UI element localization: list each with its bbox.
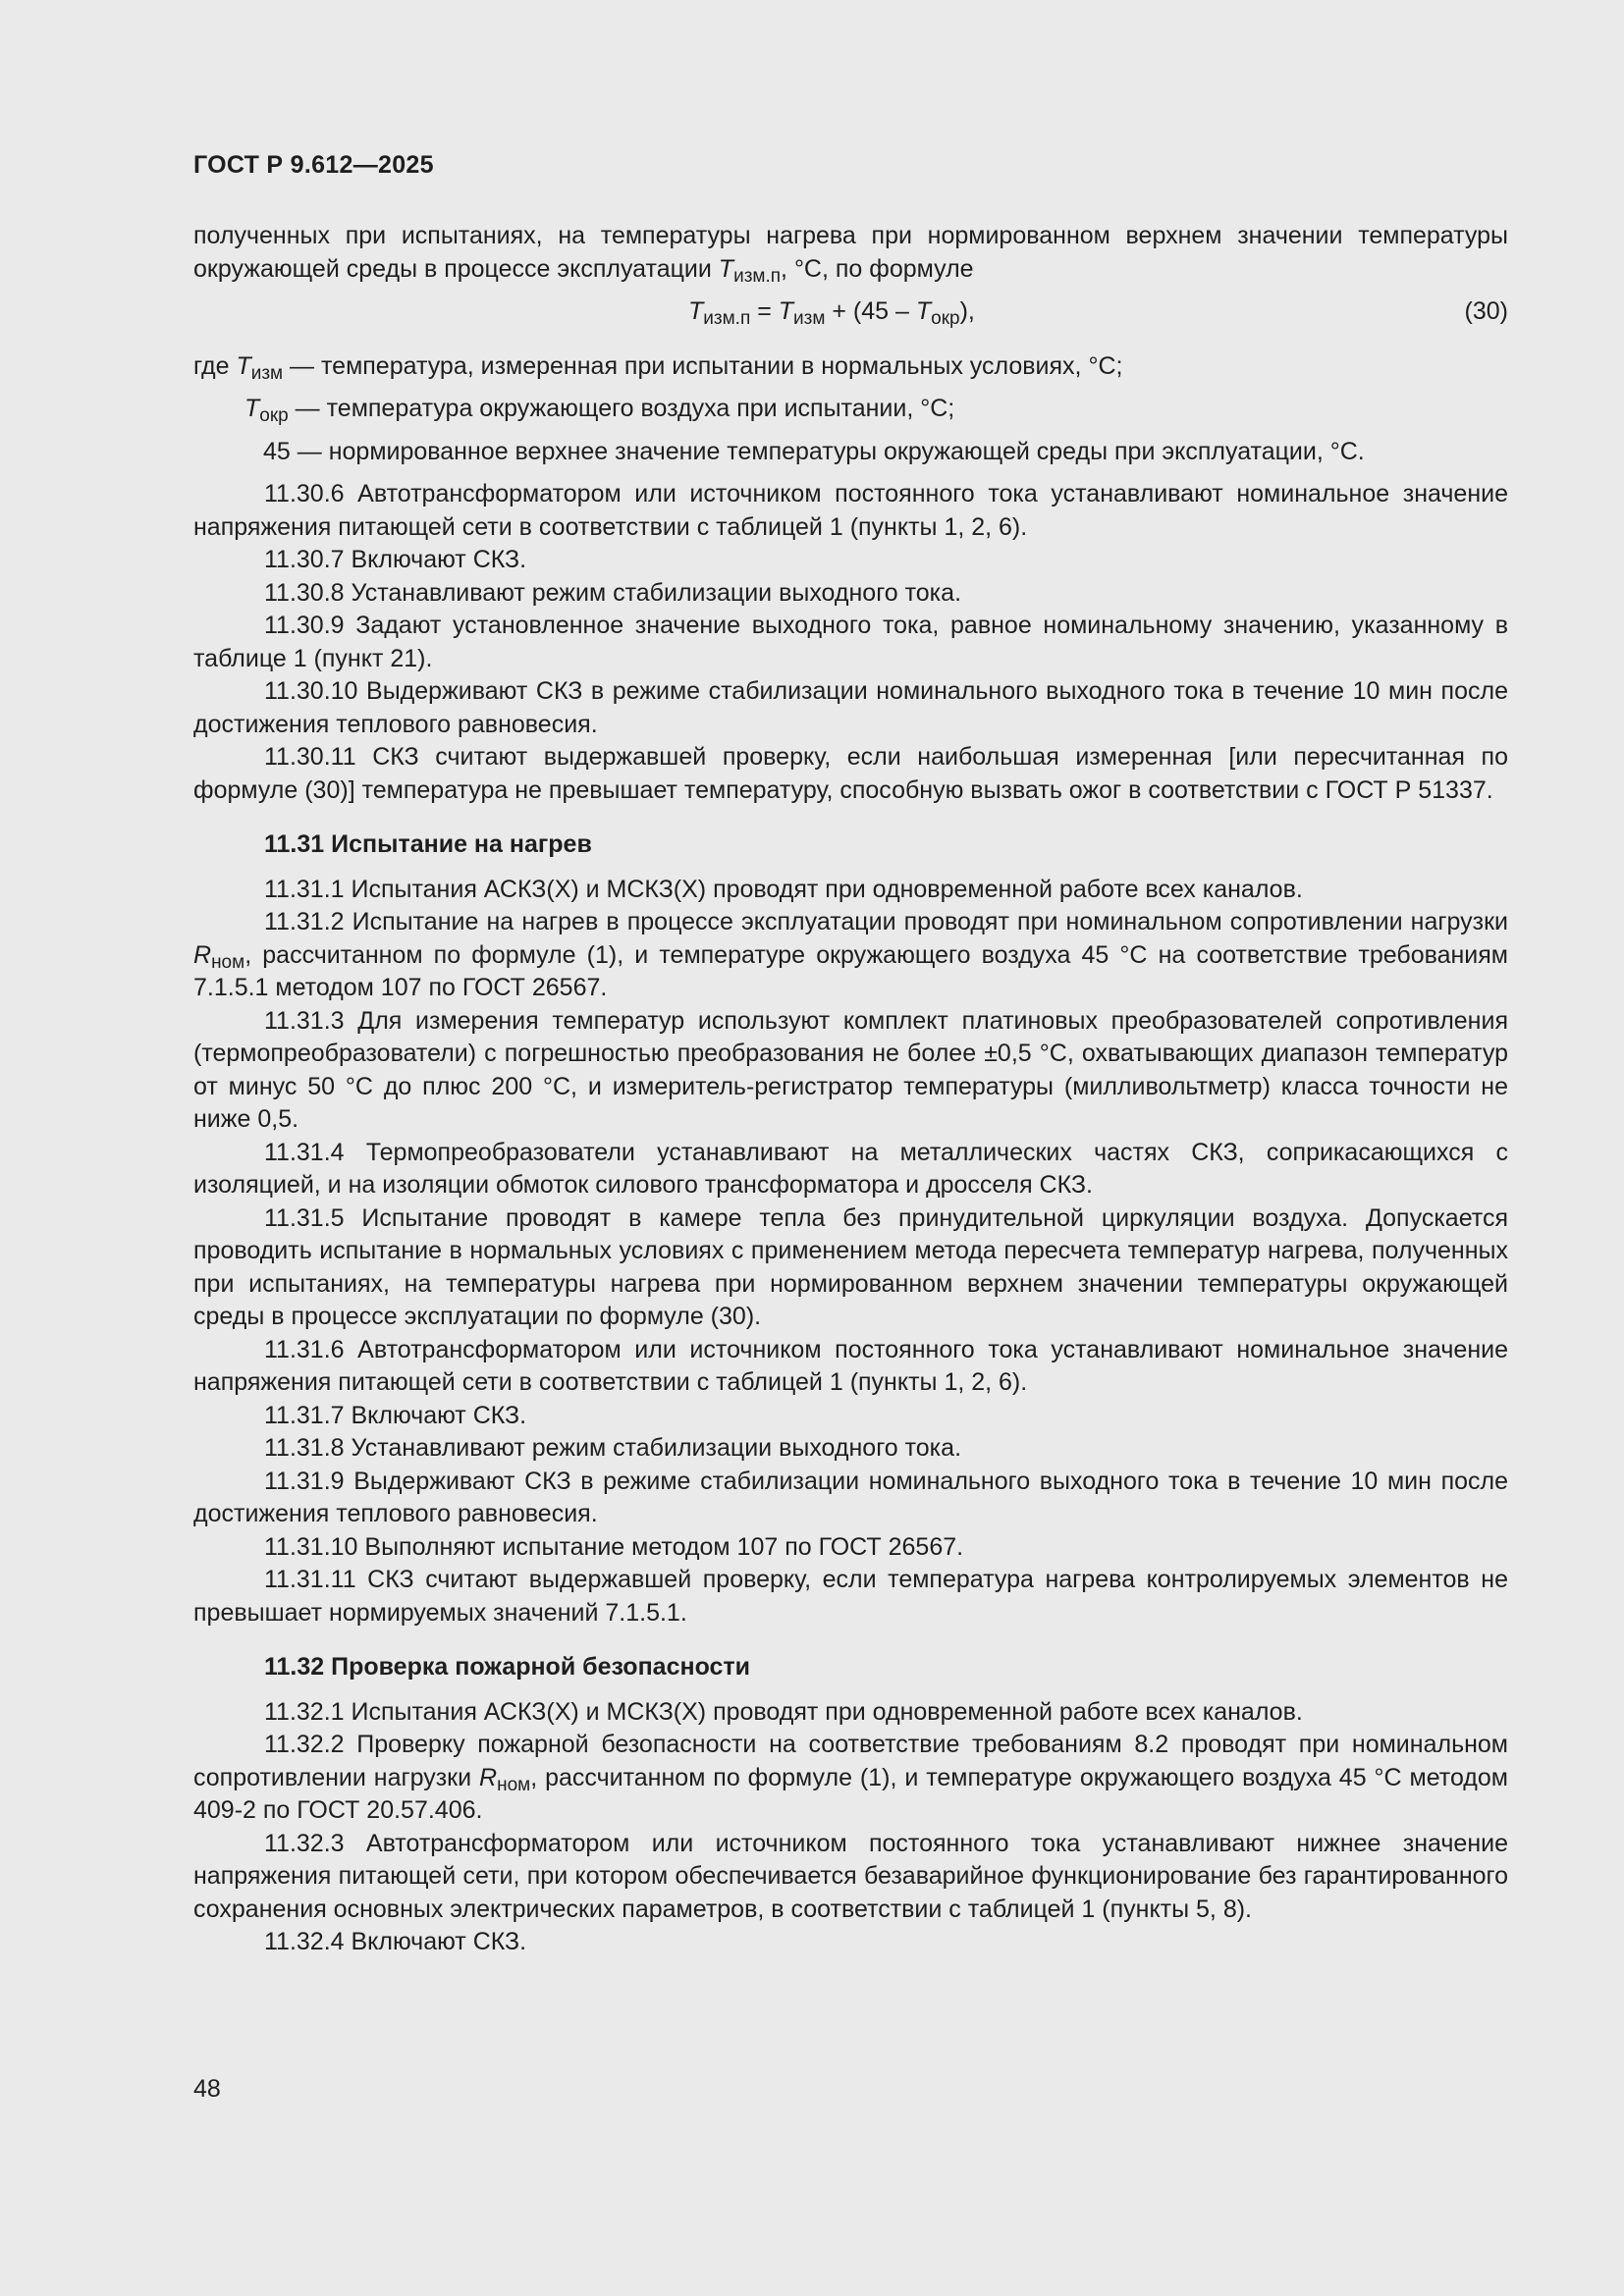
clause-11-31-2: 11.31.2 Испытание на нагрев в процессе эксплуатации проводят при номинальном сопротивлении нагрузки $R_{ном}$, рассчитанном по формуле (1), и температуре окружающего воздуха 45 °С на соответствие требованиям 7.1.5.1 методом 107 по ГОСТ 26567. [193,908,1508,1001]
clause-11-30-11: 11.30.11 СКЗ считают выдержавшей проверку, если наибольшая измеренная [или пересчитанная по формуле (30)] температура не превышает температуру, способную вызвать ожог в соответствии с ГОСТ Р 51337. [193,743,1508,804]
clause-11-32-1: 11.32.1 Испытания АСКЗ(Х) и МСКЗ(Х) проводят при одновременной работе всех каналов. [264,1697,1303,1726]
clause-11-31-11: 11.31.11 СКЗ считают выдержавшей проверку, если температура нагрева контролируемых элементов не превышает нормируемых значений 7.1.5.1. [193,1566,1508,1627]
page-number: 48 [193,2075,221,2103]
clause-11-32-4: 11.32.4 Включают СКЗ. [264,1928,527,1955]
clause-11-30-8: 11.30.8 Устанавливают режим стабилизации выходного тока. [264,578,962,607]
clause-11-31-4: 11.31.4 Термопреобразователи устанавливают на металлических частях СКЗ, соприкасающихся с изоляцией, и на изоляции обмоток силового трансформатора и дросселя СКЗ. [193,1138,1508,1199]
clause-11-31-6: 11.31.6 Автотрансформатором или источником постоянного тока устанавливают номинальное значение напряжения питающей сети в соответствии с таблицей 1 (пункты 1, 2, 6). [193,1335,1508,1396]
formula-number: (30) [1464,297,1508,325]
where-item-t-okr: $T_{окр}$ — температура окружающего воздуха при испытании, °С; [244,395,955,426]
clause-11-31-3: 11.31.3 Для измерения температур используют комплект платиновых преобразователей сопротивления (термопреобразователи) с погрешностью преобразования не более ±0,5 °С, охватывающих диапазон температур от минус 50 °С до плюс 200 °С, и измеритель-регистратор температуры (милливольтметр) класса точности не ниже 0,5. [193,1006,1508,1133]
clause-11-31-9: 11.31.9 Выдерживают СКЗ в режиме стабилизации номинального выходного тока в течение 10 мин после достижения теплового равновесия. [193,1467,1508,1527]
clause-11-31-10: 11.31.10 Выполняют испытание методом 107 по ГОСТ 26567. [264,1532,964,1561]
clause-11-31-8: 11.31.8 Устанавливают режим стабилизации выходного тока. [264,1434,962,1462]
document-body [193,220,1508,1959]
clause-11-31-1: 11.31.1 Испытания АСКЗ(Х) и МСКЗ(Х) проводят при одновременной работе всех каналов. [264,875,1303,903]
clause-11-30-10: 11.30.10 Выдерживают СКЗ в режиме стабилизации номинального выходного тока в течение 10 мин после достижения теплового равновесия. [193,677,1508,738]
clause-11-30-7: 11.30.7 Включают СКЗ. [264,546,527,573]
clause-11-32-3: 11.32.3 Автотрансформатором или источником постоянного тока устанавливают нижнее значение напряжения питающей сети, при котором обеспечивается безаварийное функционирование без гарантированного сохранения основных электрических параметров, в соответствии с таблицей 1 (пункты 5, 8). [193,1829,1508,1923]
clause-11-31-7: 11.31.7 Включают СКЗ. [264,1401,527,1429]
section-title-11-31: 11.31 Испытание на нагрев [264,830,592,858]
clause-11-30-6: 11.30.6 Автотрансформатором или источником постоянного тока устанавливают номинальное значение напряжения питающей сети в соответствии с таблицей 1 (пункты 1, 2, 6). [193,480,1508,541]
formula-30 [193,295,1508,329]
clause-11-31-5: 11.31.5 Испытание проводят в камере тепла без принудительной циркуляции воздуха. Допускается проводить испытание в нормальных условиях с применением метода пересчета температур нагрева, полученных при испытаниях, на температуры нагрева при нормированном верхнем значении температуры окружающей среды в процессе эксплуатации по формуле (30). [193,1203,1508,1330]
formula-expression: $T_{изм.п} = T_{изм} + (45 - T_{окр})$, [688,297,975,329]
clause-11-30-9: 11.30.9 Задают установленное значение выходного тока, равное номинальному значению, указанному в таблице 1 (пункт 21). [193,612,1508,672]
document-header: ГОСТ Р 9.612—2025 [193,151,434,179]
section-title-11-32: 11.32 Проверка пожарной безопасности [264,1653,751,1681]
clause-11-32-2: 11.32.2 Проверку пожарной безопасности на соответствие требованиям 8.2 проводят при номинальном сопротивлении нагрузки $R_{ном}$, рассчитанном по формуле (1), и температуре окружающего воздуха 45 °С методом 409-2 по ГОСТ 20.57.406. [193,1731,1508,1824]
where-item-45: 45 — нормированное верхнее значение температуры окружающей среды при эксплуатации, °С. [263,437,1365,465]
where-item-t-izm: где $T_{изм}$ — температура, измеренная при испытании в нормальных условиях, °С; [193,351,1123,384]
intro-paragraph: полученных при испытаниях, на температуры нагрева при нормированном верхнем значении температуры окружающей среды в процессе эксплуатации $T_{изм.п}$, °С, по формуле [193,222,1508,287]
